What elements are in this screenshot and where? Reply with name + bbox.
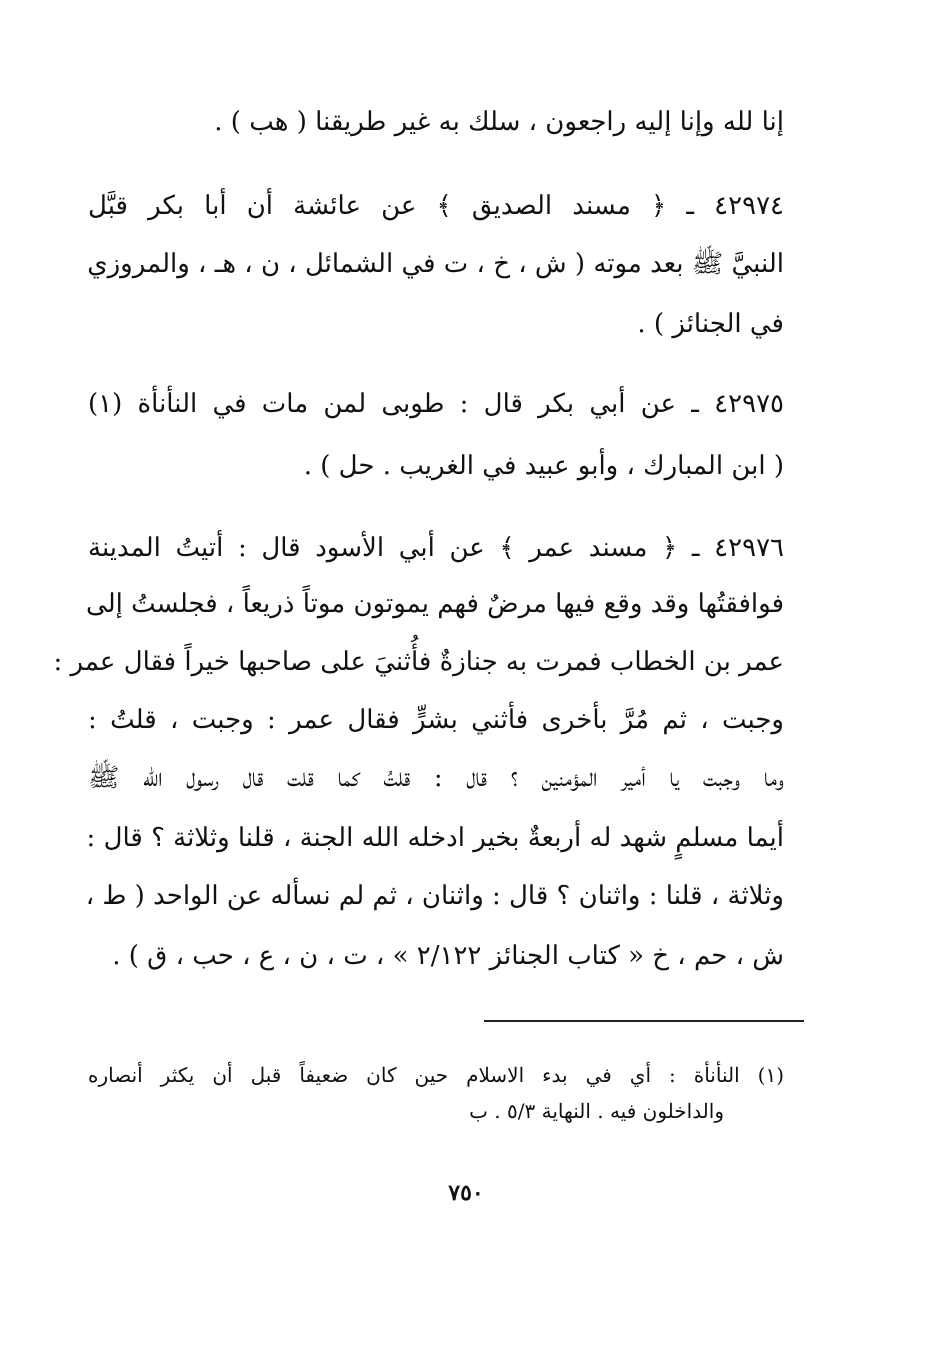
text-line: عمر بن الخطاب فمرت به جنازةٌ فأُثنيَ على صاحبها خيراً فقال عمر : bbox=[53, 647, 784, 677]
text-line: ٤٢٩٧٤ ـ ﴿ مسند الصديق ﴾ عن عائشة أن أبا بكر قبَّل bbox=[88, 191, 784, 221]
text-line: ( ابن المبارك ، وأبو عبيد في الغريب . حل ) . bbox=[303, 451, 784, 481]
text-line: فوافقتُها وقد وقع فيها مرضٌ فهم يموتون موتاً ذريعاً ، فجلستُ إلى bbox=[86, 589, 784, 619]
footnote-line: والداخلون فيه . النهاية ٥/٣ . ب bbox=[469, 1099, 724, 1123]
footnote-line: (١) النأنأة : أي في بدء الاسلام حين كان ضعيفاً قبل أن يكثر أنصاره bbox=[88, 1063, 784, 1087]
text-line: وجبت ، ثم مُرَّ بأخرى فأثني بشرٍّ فقال عمر : وجبت ، قلتُ : bbox=[88, 705, 784, 735]
footnote-separator bbox=[484, 1020, 804, 1022]
text-line: إنا لله وإنا إليه راجعون ، سلك به غير طريقنا ( هب ) . bbox=[214, 107, 784, 137]
text-line: أيما مسلمٍ شهد له أربعةٌ بخير ادخله الله الجنة ، قلنا وثلاثة ؟ قال : bbox=[86, 823, 784, 853]
text-line: ٤٢٩٧٥ ـ عن أبي بكر قال : طوبى لمن مات في النأنأة (١) bbox=[88, 389, 784, 419]
page-number: ٧٥٠ bbox=[448, 1180, 484, 1206]
text-line: في الجنائز ) . bbox=[637, 309, 784, 339]
text-line: وثلاثة ، قلنا : واثنان ؟ قال : واثنان ، ثم لم نسأله عن الواحد ( ط ، bbox=[85, 881, 784, 911]
text-line: ٤٢٩٧٦ ـ ﴿ مسند عمر ﴾ عن أبي الأسود قال : أتيتُ المدينة bbox=[88, 533, 784, 563]
text-line: النبيَّ ﷺ بعد موته ( ش ، خ ، ت في الشمائل ، ن ، هـ ، والمروزي bbox=[87, 249, 784, 279]
text-line: ش ، حم ، خ « كتاب الجنائز ٢/١٢٢ » ، ت ، ن ، ع ، حب ، ق ) . bbox=[112, 941, 784, 971]
text-line: وما وجبت يا أمير المؤمنين ؟ قال : قلتُ كما قلت قال رسول الله ﷺ bbox=[88, 763, 784, 793]
